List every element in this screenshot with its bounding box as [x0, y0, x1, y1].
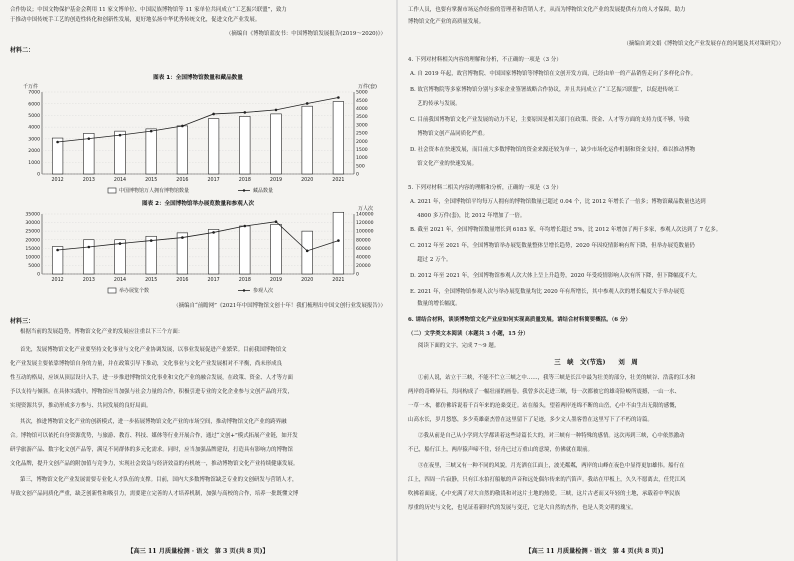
bar: [271, 224, 282, 274]
option-line: A. 2021 年，全国博物馆平均每万人拥有的博物馆数量已超过 0.04 个，比 2012 年增长了一倍多；博物馆藏品数量也达到: [410, 199, 706, 205]
y-tick-left: 4000: [28, 125, 40, 131]
bar: [83, 240, 94, 274]
question-line: 6. 请结合材料，谈谈博物馆文化产业应如何实现高质量发展。请结合材料简要概括。（6 分）: [408, 317, 631, 323]
option-line: 数量的增长幅度。: [410, 301, 461, 307]
paragraph-line: 第三，博物馆文化产业发展需要专业化人才队伍的支撑。目前，国内大多数博物馆缺乏专业的文创研发与营销人才，: [20, 477, 298, 483]
bar: [146, 236, 157, 274]
y-tick-right: 2500: [356, 131, 368, 137]
line-point: [244, 111, 247, 114]
line-point: [275, 109, 278, 112]
x-tick-label: 2016: [176, 178, 189, 183]
paragraph-line: 文化品牌，提升文创产品的附加值与竞争力，实现社会效益与经济效益的有机统一，推动博物馆文化产业持续健康发展。: [10, 461, 299, 467]
line-point: [181, 125, 184, 128]
paragraph-line: 合。博物馆可以依托自身资源优势，与旅游、教育、科技、媒体等行业开展合作，通过“文创+”模式拓展产业链，如开发: [10, 433, 298, 439]
y-right-unit: 万件(套): [358, 84, 377, 90]
y-tick-right: 20000: [356, 264, 371, 270]
story-line: 吹拂着面庞，心中充满了对大自然的敬畏和对这片土地的热爱。三峡，这片古老而又年轻的土地，承载着中华民族: [408, 491, 681, 497]
x-tick-label: 2019: [269, 278, 283, 283]
source-citation: （摘编自“前瞻网”《2021年中国博物馆文创十年！我们梳理出中国文创行业发展报告》）: [173, 303, 386, 309]
y-tick-right: 140000: [356, 212, 374, 218]
legend-line-marker: [243, 289, 245, 291]
x-tick-label: 2015: [145, 278, 158, 283]
paragraph-line: 实现资源共享，推动形成多方参与、共同发展的良好局面。: [10, 403, 152, 409]
option-line: 4800 多万件(套)，比 2012 年增加了一倍。: [410, 213, 526, 219]
y-tick-right: 4500: [356, 98, 368, 104]
y-tick-left: 2000: [28, 149, 40, 155]
question-line: 4. 下列对材料相关内容的理解和分析，不正确的一项是（3 分）: [408, 57, 562, 63]
legend-bar-label: 中国博物馆万人拥有博物馆数量: [119, 188, 190, 194]
x-tick-label: 2015: [145, 178, 158, 183]
bar: [146, 129, 157, 174]
line-point: [150, 239, 153, 242]
question-line: 5. 下列对材料二相关内容的理解和分析，正确的一项是（3 分）: [408, 185, 562, 191]
y-tick-left: 1000: [28, 160, 40, 166]
line-point: [150, 130, 153, 133]
bar: [271, 114, 282, 174]
source-citation: （摘编自《博物馆蓝皮书：中国博物馆发展报告(2019～2020)》）: [225, 31, 386, 37]
y-tick-left: 30000: [25, 221, 40, 227]
bar: [302, 231, 313, 274]
bar: [177, 126, 188, 174]
option-line: E. 2021 年，全国博物馆参观人次与举办展览数量均比 2020 年有所增长，其中参观人次的增长幅度大于举办展览: [410, 289, 685, 295]
chart-exhibitions-visitors: [8, 196, 388, 300]
story-title: 三 峡 文(节选) 刘 周: [554, 358, 638, 366]
y-tick-left: 0: [37, 172, 40, 178]
bar: [302, 106, 313, 174]
x-tick-label: 2021: [332, 178, 345, 183]
line-point: [119, 242, 122, 245]
option-line: D. 2012 年至 2021 年，全国博物馆参观人次大体上呈上升趋势，2020 年受疫情影响人次有所下降，但下降幅度不大。: [410, 273, 701, 279]
y-tick-right: 120000: [356, 221, 374, 227]
y-tick-left: 0: [37, 272, 40, 278]
bar: [333, 102, 344, 174]
body-line: 工作人员，也要有掌握市场运作经验的管理者和营销人才，从而为博物馆文化产业的发展提供有力的人才保障，助力: [408, 7, 686, 13]
x-tick-label: 2014: [113, 278, 127, 283]
story-line: ②我从前是自己从小学到大学都读着这些诗篇长大的，对三峡有一种特殊的感情。这次再到三峡，心中依然激动: [418, 433, 685, 439]
y-tick-right: 1500: [356, 148, 368, 153]
x-tick-label: 2018: [238, 178, 251, 183]
page-footer: 【高三 11 月质量检测 · 语文 第 4 页(共 8 页)】: [525, 548, 667, 555]
material-label: 材料二：: [10, 47, 35, 54]
y-tick-right: 4000: [356, 107, 368, 112]
option-line: D. 社会资本在快速发展，而目前大多数博物馆的资金来源还较为单一，缺少市场化运作机制和资金支持，难以推动博物: [410, 147, 696, 153]
line-point: [56, 141, 59, 144]
y-tick-right: 60000: [356, 246, 371, 252]
line-point: [306, 250, 309, 253]
paragraph-line: 性互动的格局，应该从顶层设计入手，进一步推进博物馆文化事业和文化产业的融合发展，在政策、资金、人才等方面: [10, 375, 293, 381]
paragraph-line: 其次，推进博物馆文化产业的创新模式，进一步拓展博物馆文化产业的市场空间，推动博物馆文化产业的跨界融: [20, 419, 287, 425]
x-tick-label: 2013: [82, 178, 95, 183]
line-point: [337, 96, 340, 99]
bar: [239, 116, 250, 174]
story-line: ①前人说，站立于三峡，不能不伫立三峡之中……，我等三峡是长江中最为壮美的部分，壮美的峡谷、浩荡的江水和: [418, 375, 696, 381]
page-4: [398, 0, 794, 561]
option-line: 艺的传承与发展。: [410, 101, 461, 107]
source-citation: （摘编自刘文娟《博物馆文化产业发展存在的问题及其对策研究》）: [623, 41, 784, 47]
line-point: [212, 113, 215, 116]
x-tick-label: 2018: [238, 278, 251, 283]
x-tick-label: 2014: [113, 178, 127, 183]
x-tick-label: 2013: [82, 278, 95, 283]
x-tick-label: 2020: [301, 178, 314, 183]
option-line: 馆文化产业的快速发展。: [410, 161, 478, 167]
bar: [52, 138, 63, 174]
y-tick-left: 5000: [28, 114, 40, 120]
x-tick-label: 2017: [207, 178, 220, 183]
option-line: C. 目前我国博物馆文化产业发展的动力不足，主要原因是相关部门在政策、资金、人才等方面的支持力度不够，导致: [410, 117, 690, 123]
paragraph-line: 化产业发展主要依靠博物馆自身的力量，并在政策引导下推动，文化事业与文化产业发展相对不平衡，尚未形成良: [10, 361, 283, 367]
section-heading: （二）文学类文本阅读（本题共 3 小题，15 分）: [408, 331, 529, 337]
material-label: 材料三：: [10, 318, 35, 325]
legend-bar-swatch: [108, 188, 116, 193]
story-line: 不已，船行江上，两岸猿声啼不住，轻舟已过万重山的意境，仿佛就在眼前。: [408, 447, 593, 453]
y-tick-left: 6000: [28, 102, 40, 108]
option-line: C. 2012 年至 2021 年，全国博物馆举办展览数量整体呈增长趋势，2020 年因疫情影响有所下降，但举办展览数量仍: [410, 243, 695, 249]
line-point: [275, 220, 278, 223]
bar: [333, 212, 344, 274]
legend-line-label: 参观人次: [253, 288, 274, 294]
page-footer: 【高三 11 月质量检测 · 语文 第 3 页(共 8 页)】: [127, 548, 269, 555]
y-tick-right: 100000: [356, 229, 374, 235]
body-line: 于推动中国传统手工艺的创造性转化和创新性发展，更好地弘扬中华优秀传统文化，促进文化产业发展。: [10, 17, 261, 23]
y-tick-left: 20000: [25, 238, 40, 244]
line-point: [212, 231, 215, 234]
y-tick-right: 0: [356, 172, 359, 178]
option-line: A. 自 2019 年起，故宫博物院、中国国家博物馆等博物馆在文创开发方面，已经由单一的产品销售走向了多样化合作。: [410, 71, 697, 77]
line-point: [88, 246, 91, 249]
bar: [239, 226, 250, 274]
option-line: B. 截至 2021 年，全国博物馆数量增长到 6183 家，年均增长超过 5%，比 2012 年增加了两千多家，参观人次达到了 7 亿多。: [410, 227, 722, 233]
legend-line-label: 藏品数量: [253, 188, 274, 194]
x-tick-label: 2012: [51, 278, 64, 283]
y-right-unit: 万人次: [358, 206, 374, 212]
y-tick-left: 10000: [25, 255, 40, 261]
bar: [177, 233, 188, 274]
chart-museum-count: [8, 70, 388, 200]
legend-bar-swatch: [108, 288, 116, 293]
line-point: [56, 249, 59, 252]
y-tick-left: 7000: [28, 90, 40, 96]
y-tick-right: 3000: [356, 123, 368, 129]
y-left-unit: 千万件: [22, 84, 38, 90]
body-line: 合作协议；中国文物保护基金会利用 11 家文博单位、中国民族博物馆等 11 家单位共同成立“工艺振兴联盟”，致力: [10, 7, 287, 13]
y-tick-right: 80000: [356, 238, 371, 244]
x-tick-label: 2020: [301, 278, 314, 283]
line-point: [181, 236, 184, 239]
legend-line-marker: [243, 189, 245, 191]
bar: [115, 131, 126, 174]
page-3: [0, 0, 396, 561]
paragraph-line: 予以支持与倾斜。在具体实践中，博物馆应当加强与社会力量的合作，积极引进专业的文化企业参与文创产品的开发，: [10, 389, 293, 395]
x-tick-label: 2021: [332, 278, 345, 283]
y-tick-right: 5000: [356, 90, 368, 96]
y-tick-left: 3000: [28, 137, 40, 143]
bar: [208, 119, 219, 174]
y-tick-left: 15000: [25, 246, 40, 252]
series-line: [58, 97, 339, 142]
story-line: 江上，四周一片寂静，只有江水拍打船舷的声音和远处偶尔传来的汽笛声。我站在甲板上，久久不愿离去，任凭江风: [408, 477, 686, 483]
paragraph-line: 导致文创产品同质化严重，缺乏创新性和吸引力，需要建立完善的人才培养机制，加强与高校的合作，培养一批既懂文博: [10, 491, 299, 497]
line-point: [306, 102, 309, 105]
paragraph-line: 研学旅游产品、数字化文创产品等，满足不同群体的多元化需求。同时，应当加强品牌建设，打造具有影响力的博物馆: [10, 447, 293, 453]
y-tick-left: 25000: [25, 229, 40, 235]
y-tick-right: 3500: [356, 115, 368, 121]
x-tick-label: 2012: [51, 178, 64, 183]
y-tick-right: 2000: [356, 139, 368, 145]
y-tick-right: 0: [356, 272, 359, 278]
option-line: 博物馆文创产品同质化严重。: [410, 131, 488, 137]
paragraph-line: 首先，发展博物馆文化产业要坚持文化事业与文化产业协调发展，以事业发展促进产业繁荣。目前我国博物馆文: [20, 347, 287, 353]
line-point: [119, 134, 122, 137]
x-tick-label: 2016: [176, 278, 189, 283]
line-point: [337, 239, 340, 242]
body-line: 博物馆文化产业的高质量发展。: [408, 19, 485, 25]
option-line: B. 故宫博物院等多家博物馆分别与多家企业签署战略合作协议，并且共同成立了“工艺振兴联盟”，以促进传统工: [410, 87, 679, 93]
line-point: [88, 137, 91, 140]
y-tick-right: 500: [356, 164, 365, 170]
y-tick-left: 5000: [28, 264, 40, 270]
chart-title: 图表 1：全国博物馆数量和藏品数量: [153, 75, 243, 81]
x-tick-label: 2019: [269, 178, 283, 183]
y-tick-right: 1000: [356, 156, 368, 162]
story-line: 一草一木，都仿佛诉说着千百年来的沧桑变迁。站在船头，望着两岸连绵不断的山峦，心中不由生出无限的感慨，: [408, 403, 681, 409]
line-point: [244, 225, 247, 228]
story-line: 厚重的历史与文化，也见证着新时代的发展与变迁，它是大自然的杰作，也是人类文明的瑰宝。: [408, 505, 637, 511]
x-tick-label: 2017: [207, 278, 220, 283]
bar: [208, 229, 219, 274]
story-line: ③在夜里，三峡又有一种不同的风貌。月光洒在江面上，波光粼粼，两岸的山峰在夜色中显得更加雄伟。船行在: [418, 463, 685, 469]
chart-title: 图表 2：全国博物馆举办展览数量和参观人次: [141, 201, 255, 207]
y-tick-left: 35000: [25, 212, 40, 218]
y-tick-right: 40000: [356, 255, 371, 261]
option-line: 超过 2 万个。: [410, 257, 452, 263]
series-line: [58, 222, 339, 251]
section-instruction: 阅读下面的文字，完成 7～9 题。: [418, 343, 500, 349]
story-line: 山高水长，岁月悠悠，多少英雄豪杰曾在这里留下了足迹，多少文人墨客曾在这里写下了不朽的诗篇。: [408, 417, 653, 423]
paragraph-line: 根据当前的发展趋势，博物馆文化产业的发展应注重以下三个方面：: [20, 329, 184, 335]
story-line: 两岸的奇峰异石，共同构成了一幅壮丽的画卷。我曾多次走进三峡，每一次都被它的雄奇险峻所震撼，一山一水、: [408, 389, 681, 395]
legend-bar-label: 举办展览个数: [119, 288, 150, 294]
